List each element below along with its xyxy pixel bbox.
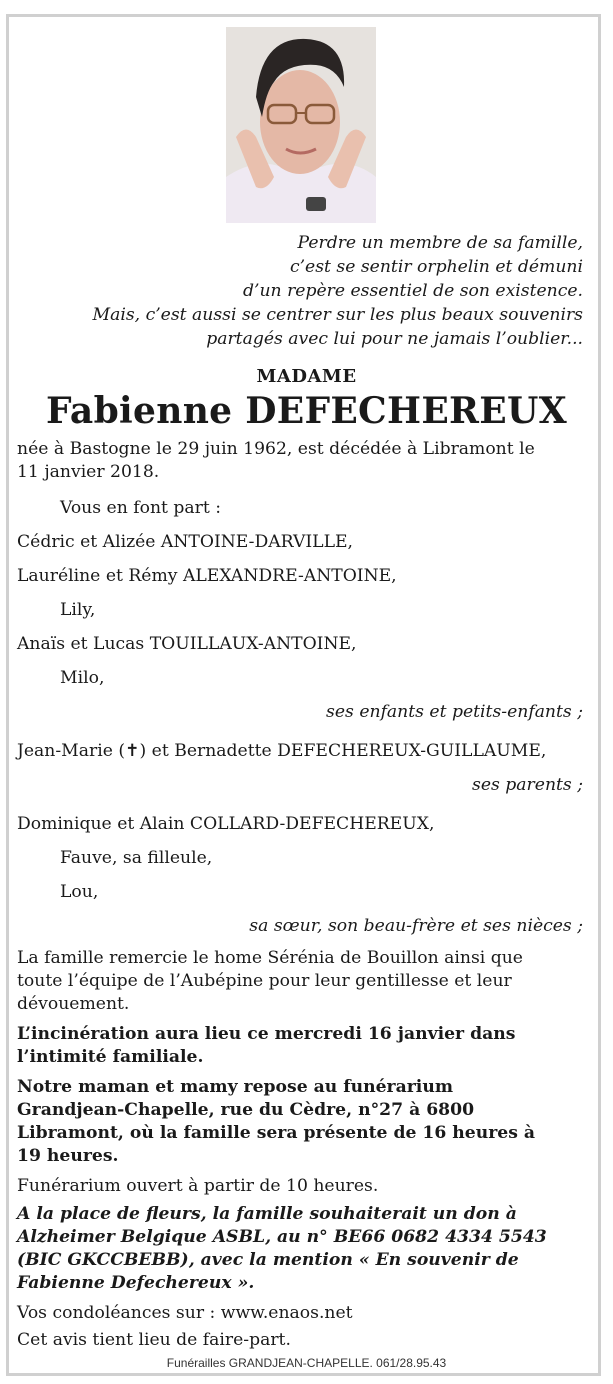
thanks-line: La famille remercie le home Sérénia de Bouillon ainsi que: [17, 948, 523, 968]
poem-line: partagés avec lui pour ne jamais l’oublier...: [206, 329, 583, 349]
honorific: MADAME: [256, 366, 357, 387]
deceased-name: Fabienne DEFECHEREUX: [46, 390, 567, 432]
donation-line: Fabienne Defechereux ».: [17, 1273, 255, 1293]
family-line: Milo,: [60, 668, 105, 688]
family-line: Dominique et Alain COLLARD-DEFECHEREUX,: [17, 814, 435, 834]
funerarium-line: Grandjean-Chapelle, rue du Cèdre, n°27 à 6800: [17, 1100, 475, 1120]
funerarium-line: Notre maman et mamy repose au funérarium: [17, 1077, 454, 1097]
poem-line: c’est se sentir orphelin et démuni: [289, 257, 583, 277]
donation-line: (BIC GKCCBEBB), avec la mention « En souvenir de: [17, 1250, 519, 1270]
poem: [23, 231, 583, 351]
poem-line: Mais, c’est aussi se centrer sur les plus beaux souvenirs: [92, 305, 583, 325]
family-line: Cédric et Alizée ANTOINE-DARVILLE,: [17, 532, 354, 552]
cremation-line: l’intimité familiale.: [17, 1047, 204, 1067]
family-line: Lou,: [60, 882, 99, 902]
poem-line: d’un repère essentiel de son existence.: [243, 281, 583, 301]
relation-label: ses enfants et petits-enfants ;: [326, 702, 583, 722]
relation-label: ses parents ;: [472, 775, 583, 795]
notice-line: Cet avis tient lieu de faire-part.: [17, 1330, 291, 1350]
portrait-illustration: [226, 27, 376, 223]
condolences-line: Vos condoléances sur : www.enaos.net: [17, 1303, 353, 1323]
family-line: Lily,: [60, 600, 96, 620]
family-line: Fauve, sa filleule,: [60, 848, 213, 868]
funerarium-line: Libramont, où la famille sera présente de 16 heures à: [17, 1123, 536, 1143]
cremation-line: L’incinération aura lieu ce mercredi 16 janvier dans: [17, 1024, 516, 1044]
family-line: Lauréline et Rémy ALEXANDRE-ANTOINE,: [17, 566, 397, 586]
donation-line: A la place de fleurs, la famille souhaiterait un don à: [17, 1204, 517, 1224]
birth-death-line: née à Bastogne le 29 juin 1962, est décédée à Libramont le: [17, 439, 535, 459]
donation-line: Alzheimer Belgique ASBL, au n° BE66 0682 4334 5543: [17, 1227, 547, 1247]
funeral-home-footer: Funérailles GRANDJEAN-CHAPELLE. 061/28.95.43: [166, 1356, 447, 1370]
relation-label: sa sœur, son beau-frère et ses nièces ;: [249, 916, 583, 936]
thanks-line: toute l’équipe de l’Aubépine pour leur gentillesse et leur: [17, 971, 512, 991]
announcement-intro: Vous en font part :: [60, 498, 222, 518]
funerarium-line: 19 heures.: [17, 1146, 119, 1166]
family-line: Jean-Marie (✝) et Bernadette DEFECHEREUX-GUILLAUME,: [17, 741, 547, 761]
family-line: Anaïs et Lucas TOUILLAUX-ANTOINE,: [17, 634, 357, 654]
thanks-line: dévouement.: [17, 994, 130, 1014]
portrait-photo: [226, 27, 376, 223]
poem-line: Perdre un membre de sa famille,: [297, 233, 583, 253]
opening-hours: Funérarium ouvert à partir de 10 heures.: [17, 1176, 379, 1196]
birth-death-line: 11 janvier 2018.: [17, 462, 160, 482]
